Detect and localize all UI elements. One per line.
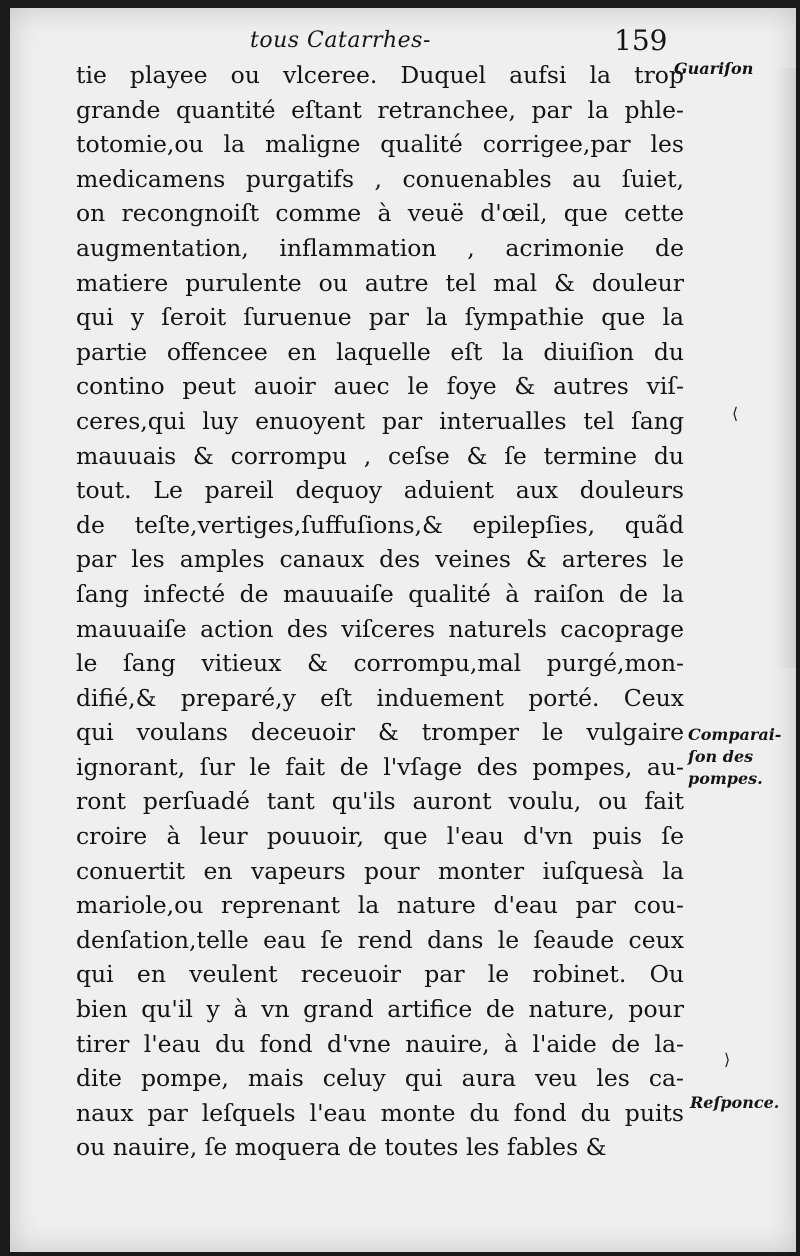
text-line: partie offencee en laquelle eſt la diuiſion du	[76, 337, 684, 366]
margin-note-text: ſon des	[688, 747, 754, 766]
text-line: on recongnoiſt comme à veuë d'œil, que cette	[76, 199, 684, 228]
text-line: matiere purulente ou autre tel mal & douleur	[76, 268, 684, 297]
text-line: medicamens purgatifs , conuenables au ſuiet,	[76, 164, 684, 193]
text-line: contino peut auoir auec le foye & autres viſ-	[76, 372, 684, 401]
ink-mark: ⟨	[732, 404, 739, 423]
text-line: croire à leur pouuoir, que l'eau d'vn puis ſe	[76, 822, 684, 851]
text-line: naux par leſquels l'eau monte du fond du puits	[76, 1098, 684, 1127]
text-line: ront perſuadé tant qu'ils auront voulu, ou fait	[76, 787, 684, 816]
text-line: denſation,telle eau ſe rend dans le ſeaude ceux	[76, 925, 684, 954]
text-line: ou nauire, ſe moquera de toutes les fables &	[76, 1133, 607, 1162]
body-text	[76, 58, 684, 1165]
running-head: tous Catarrhes-	[250, 28, 431, 53]
text-line: qui en veulent receuoir par le robinet. Ou	[76, 960, 684, 989]
text-line: tout. Le pareil dequoy aduient aux douleurs	[76, 476, 684, 505]
text-line: mauuaiſe action des viſceres naturels cacoprage	[76, 614, 684, 643]
text-line: qui voulans deceuoir & tromper le vulgaire	[76, 718, 684, 747]
margin-note-responce	[690, 1092, 779, 1114]
margin-note-text: pompes.	[688, 769, 763, 788]
margin-note-text: Comparai-	[688, 725, 782, 744]
text-line: mauuais & corrompu , ceſse & ſe termine du	[76, 441, 684, 470]
margin-note-guarison	[674, 58, 753, 80]
text-line: augmentation, inflammation , acrimonie de	[76, 233, 684, 262]
margin-note-text: Guariſon	[674, 59, 754, 78]
text-line: dite pompe, mais celuy qui aura veu les ca-	[76, 1064, 684, 1093]
book-page	[10, 8, 796, 1252]
text-line: mariole,ou reprenant la nature d'eau par cou-	[76, 891, 684, 920]
margin-note-comparaison	[688, 724, 781, 790]
margin-note-text: Reſponce.	[690, 1093, 780, 1112]
text-line: tie playee ou vlceree. Duquel aufsi la trop	[76, 61, 684, 89]
text-line: tirer l'eau du fond d'vne nauire, à l'aide de la-	[76, 1029, 684, 1058]
text-line: par les amples canaux des veines & arteres le	[76, 545, 684, 574]
text-line: qui y ſeroit ſuruenue par la ſympathie que la	[76, 303, 684, 332]
text-line: ignorant, ſur le fait de l'vſage des pompes, au-	[76, 752, 684, 781]
text-line: ceres,qui luy enuoyent par interualles tel ſang	[76, 406, 684, 435]
page-number: 159	[614, 24, 668, 57]
text-line: de teſte,vertiges,ſuffuſions,& epilepſies, quãd	[76, 510, 684, 539]
page-shadow	[770, 68, 800, 668]
text-line: grande quantité eſtant retranchee, par la phle-	[76, 95, 684, 124]
text-line: le ſang vitieux & corrompu,mal purgé,mon-	[76, 649, 684, 678]
ink-mark: ⟩	[724, 1050, 731, 1069]
text-line: totomie,ou la maligne qualité corrigee,par les	[76, 130, 684, 159]
text-line: bien qu'il y à vn grand artifice de nature, pour	[76, 995, 684, 1024]
text-line: difié,& preparé,y eſt induement porté. Ceux	[76, 683, 684, 712]
text-line: ſang infecté de mauuaiſe qualité à raiſon de la	[76, 579, 684, 608]
text-line: conuertit en vapeurs pour monter iuſquesà la	[76, 856, 684, 885]
